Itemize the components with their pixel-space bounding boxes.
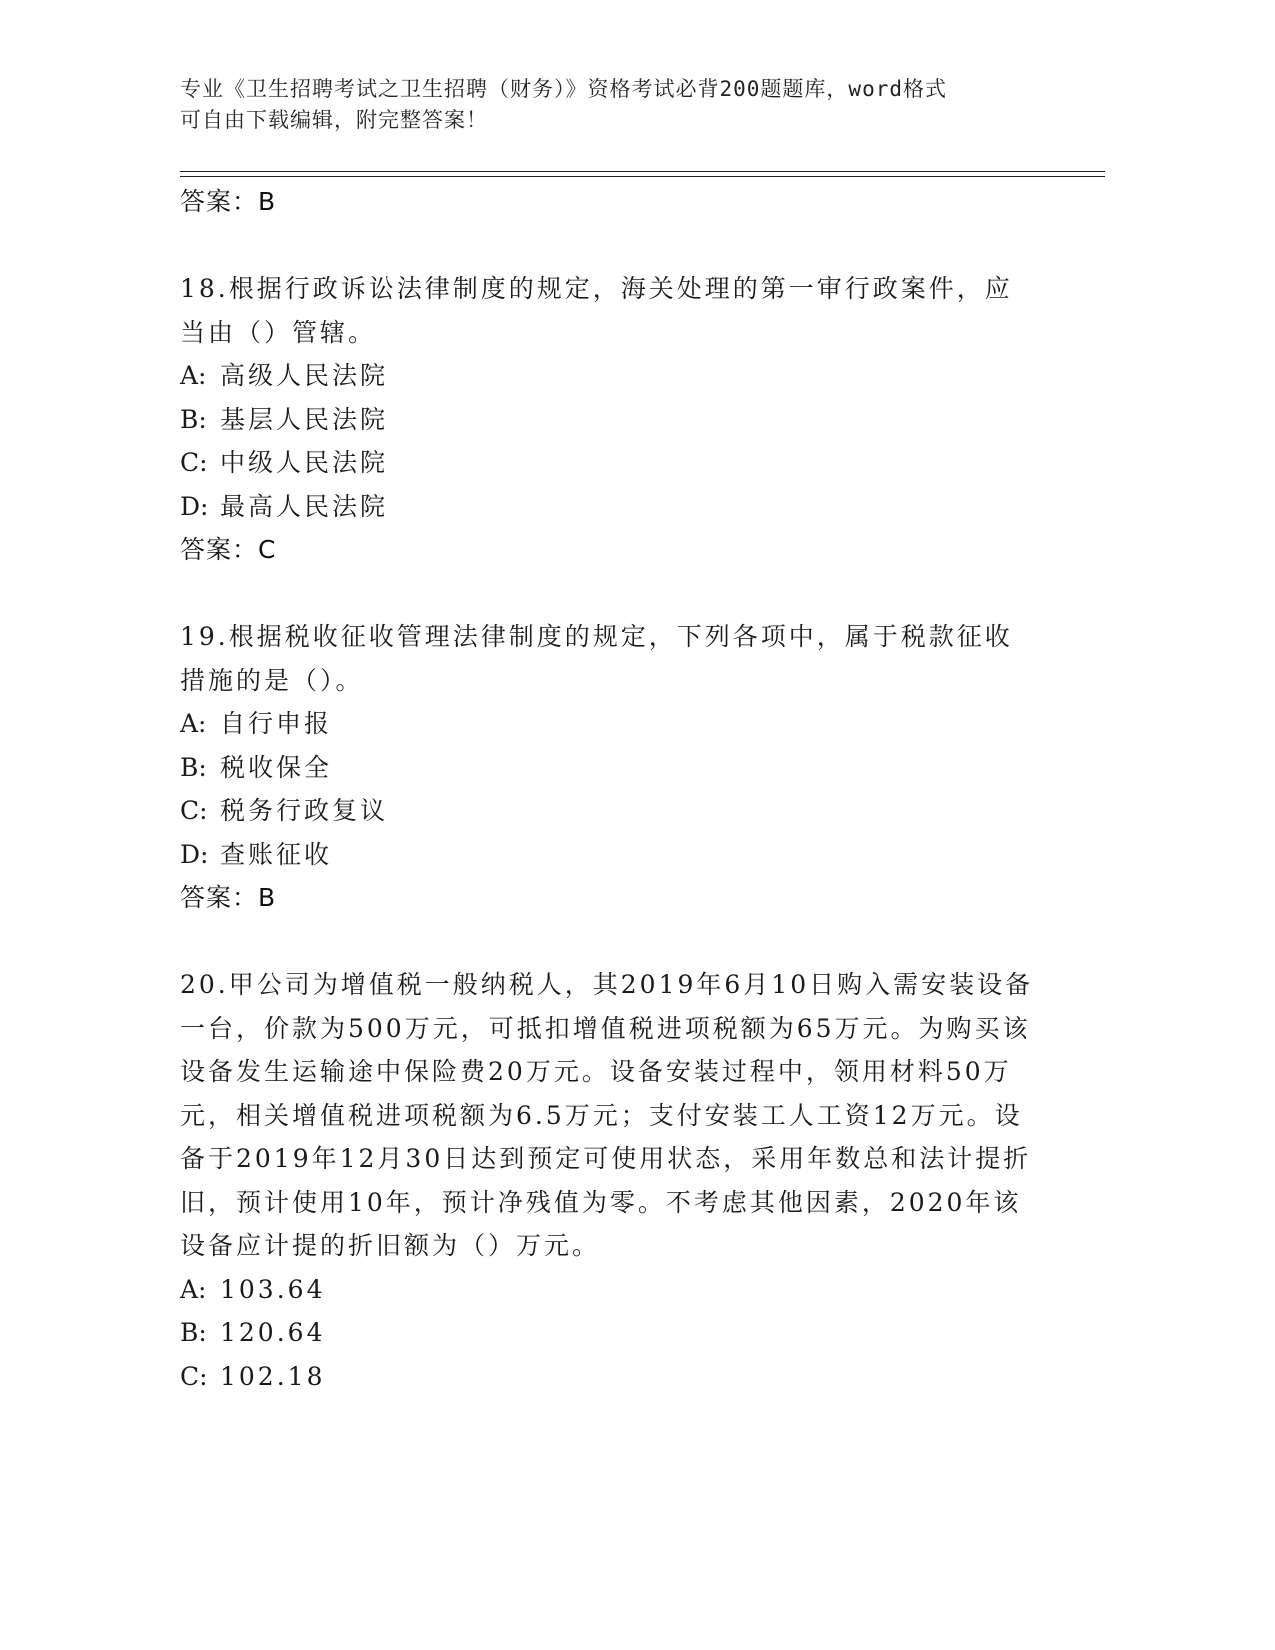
document-body	[180, 180, 1040, 1398]
header-divider	[180, 171, 1105, 177]
option-text: 120.64	[220, 1318, 326, 1347]
option-key: A:	[180, 361, 207, 390]
option-a	[180, 702, 1040, 746]
option-b	[180, 398, 1040, 442]
answer-line: 答案：B	[180, 187, 277, 216]
option-key: D:	[180, 839, 209, 869]
question-text: 18.根据行政诉讼法律制度的规定，海关处理的第一审行政案件，应当由（）管辖。	[180, 274, 1013, 347]
option-text: 最高人民法院	[220, 491, 389, 521]
option-key: B:	[180, 404, 207, 434]
option-key: C:	[180, 796, 208, 825]
header-line: 专业《卫生招聘考试之卫生招聘（财务）》资格考试必背200题题库，word格式	[180, 77, 947, 101]
option-d	[180, 485, 1040, 529]
header-line: 可自由下载编辑，附完整答案！	[180, 108, 488, 132]
option-text: 查账征收	[220, 839, 333, 869]
option-b	[180, 746, 1040, 790]
option-text: 自行申报	[220, 709, 333, 738]
option-c	[180, 441, 1040, 485]
option-key: A:	[180, 1274, 207, 1304]
option-text: 高级人民法院	[220, 361, 389, 390]
option-a	[180, 1268, 1040, 1312]
option-key: B:	[180, 752, 207, 782]
option-text: 102.18	[220, 1361, 326, 1391]
option-text: 税务行政复议	[220, 796, 389, 825]
option-b	[180, 1311, 1040, 1355]
option-key: A:	[180, 709, 207, 738]
question-text: 19.根据税收征收管理法律制度的规定，下列各项中，属于税款征收措施的是（）。	[180, 622, 1013, 695]
option-a	[180, 354, 1040, 398]
option-text: 中级人民法院	[220, 448, 389, 477]
question-text: 20.甲公司为增值税一般纳税人，其2019年6月10日购入需安装设备一台，价款为500万元，可抵扣增值税进项税额为65万元。为购买该设备发生运输途中保险费20万元。设备安装过程中，领用材料50万元，相关增值税进项税额为6.5万元；支付安装工人工资12万元。设备于2019年12月30日达到预定可使用状态，采用年数总和法计提折旧，预计使用10年，预计净残值为零。不考虑其他因素，2020年该设备应计提的折旧额为（）万元。	[180, 970, 1034, 1260]
option-c	[180, 1355, 1040, 1399]
option-key: C:	[180, 1361, 208, 1391]
option-text: 基层人民法院	[220, 404, 389, 434]
option-text: 税收保全	[220, 752, 333, 782]
option-key: C:	[180, 448, 208, 477]
option-key: D:	[180, 491, 209, 521]
option-c	[180, 789, 1040, 833]
answer-line: 答案：B	[180, 883, 277, 912]
option-text: 103.64	[220, 1274, 326, 1304]
answer-line: 答案：C	[180, 535, 277, 564]
document-header	[180, 74, 1040, 136]
option-key: B:	[180, 1318, 207, 1347]
option-d	[180, 833, 1040, 877]
